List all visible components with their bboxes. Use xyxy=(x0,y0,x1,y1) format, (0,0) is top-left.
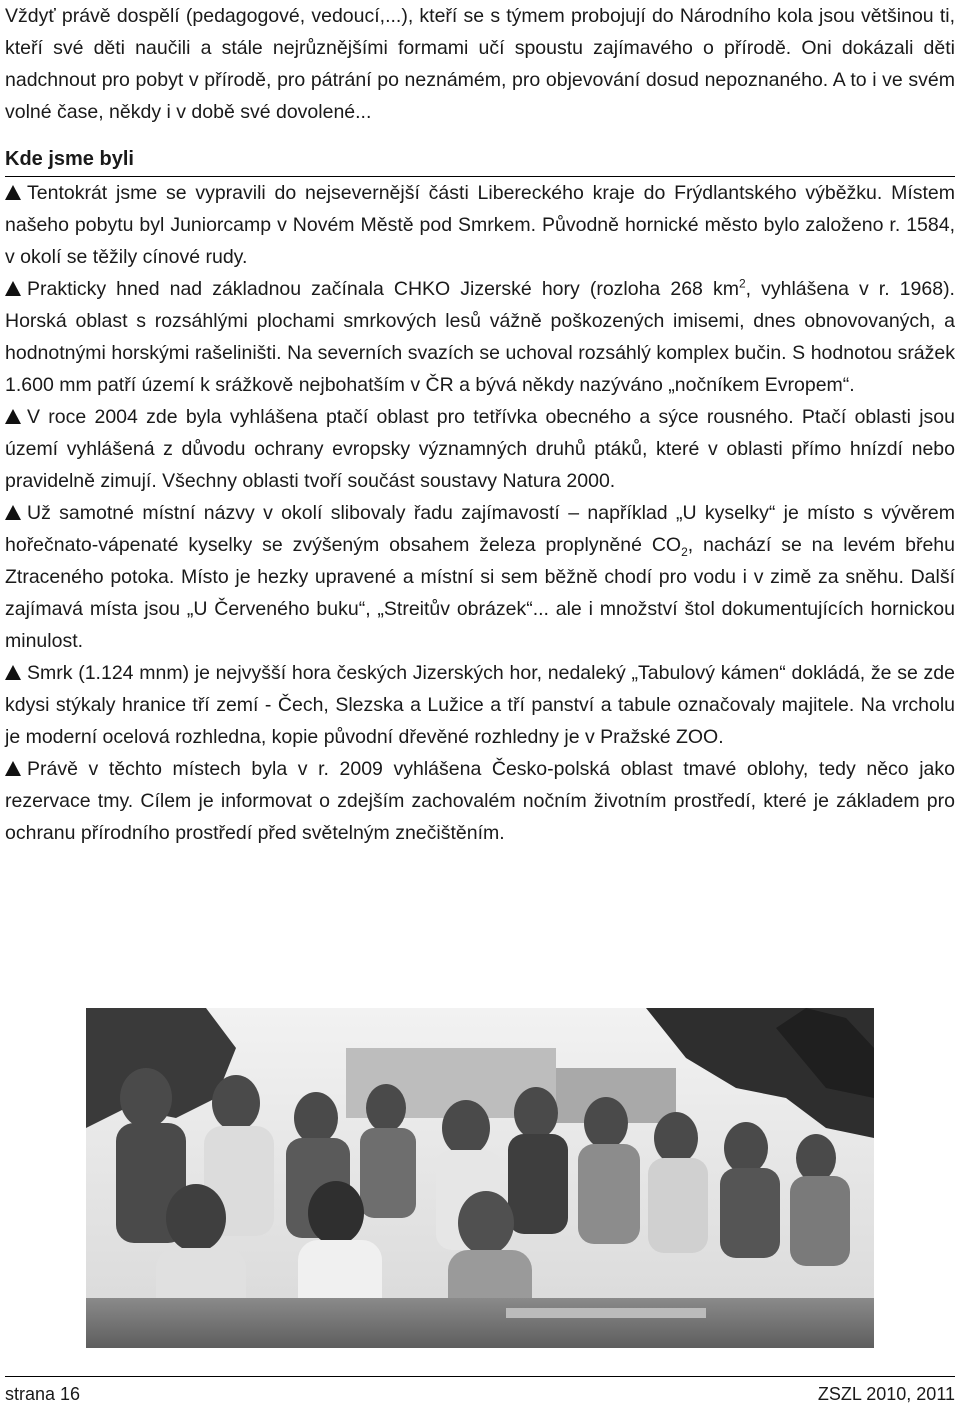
triangle-up-icon xyxy=(5,185,21,200)
publication-title: ZSZL 2010, 2011 xyxy=(817,1384,955,1404)
group-photo-illustration xyxy=(86,1008,874,1348)
group-photo xyxy=(86,1008,874,1348)
triangle-up-icon xyxy=(5,665,21,680)
triangle-up-icon xyxy=(5,505,21,520)
paragraph-smrk: Smrk (1.124 mnm) je nejvyšší hora českých Jizerských hor, nedaleký „Tabulový kámen“ dokládá, že se zde kdysi stýkaly hranice tří zemí - Čech, Slezska a Lužice a tří panství a tabule označovaly majitele. Na vrcholu je moderní ocelová rozhledna, kopie původní dřevěné rozhledny je v Pražské ZOO. xyxy=(5,662,955,748)
triangle-up-icon xyxy=(5,761,21,776)
triangle-up-icon xyxy=(5,281,21,296)
page-footer xyxy=(5,1376,955,1405)
article-body xyxy=(5,0,955,849)
triangle-up-icon xyxy=(5,409,21,424)
paragraph-location: Tentokrát jsme se vypravili do nejsevernější části Libereckého kraje do Frýdlantského výběžku. Místem našeho pobytu byl Juniorcamp v Novém Městě pod Smrkem. Původně hornické město bylo založeno r. 1584, v okolí se těžily cínové rudy. xyxy=(5,182,955,268)
intro-paragraph: Vždyť právě dospělí (pedagogové, vedoucí,...), kteří se s týmem probojují do Národního kola jsou většinou ti, kteří své děti naučili a stále nejrůznějšími formami učí spoustu zajímavého o přírodě. Oni dokázali děti nadchnout pro pobyt v přírodě, pro pátrání po neznámém, pro objevování dosud nepoznaného. A to i ve svém volné čase, někdy i v době své dovolené... xyxy=(5,5,955,123)
page-number: strana 16 xyxy=(5,1384,81,1404)
paragraph-place-names: Už samotné místní názvy v okolí slibovaly řadu zajímavostí – například „U kyselky“ je místo s vývěrem hořečnato-vápenaté kyselky se zvýšeným obsahem železa proplyněné $CO_2$, nachází se na levém břehu Ztraceného potoka. Místo je hezky upravené a místní si sem běžně chodí pro vodu i v zimě za sněhu. Další zajímavá místa jsou „U Červeného buku“, „Streitův obrázek“... ale i množství štol dokumentujících hornickou minulost. xyxy=(5,502,955,652)
paragraph-chko: Prakticky hned nad základnou začínala CHKO Jizerské hory (rozloha 268 $km^2$, vyhlášena v r. 1968). Horská oblast s rozsáhlými plochami smrkových lesů vážně poškozených imisemi, dnes obnovovaných, a hodnotnými horskými rašeliništi. Na severních svazích se uchoval rozsáhlý komplex bučin. S hodnotou srážek 1.600 mm patří území k srážkově nejbohatším v ČR a bývá někdy nazýváno „nočníkem Evropem“. xyxy=(5,276,955,396)
paragraph-dark-sky: Právě v těchto místech byla v r. 2009 vyhlášena Česko-polská oblast tmavé oblohy, tedy něco jako rezervace tmy. Cílem je informovat o zdejším zachovalém nočním životním prostředí, které je základem pro ochranu přírodního prostředí před světelným znečištěním. xyxy=(5,758,955,844)
paragraph-bird-area: V roce 2004 zde byla vyhlášena ptačí oblast pro tetřívka obecného a sýce rousného. Ptačí oblasti jsou území vyhlášená z důvodu ochrany evropsky významných druhů ptáků, které v oblasti přímo hnízdí nebo pravidelně zimují. Všechny oblasti tvoří součást soustavy Natura 2000. xyxy=(5,406,955,492)
section-heading: Kde jsme byli xyxy=(5,144,955,177)
